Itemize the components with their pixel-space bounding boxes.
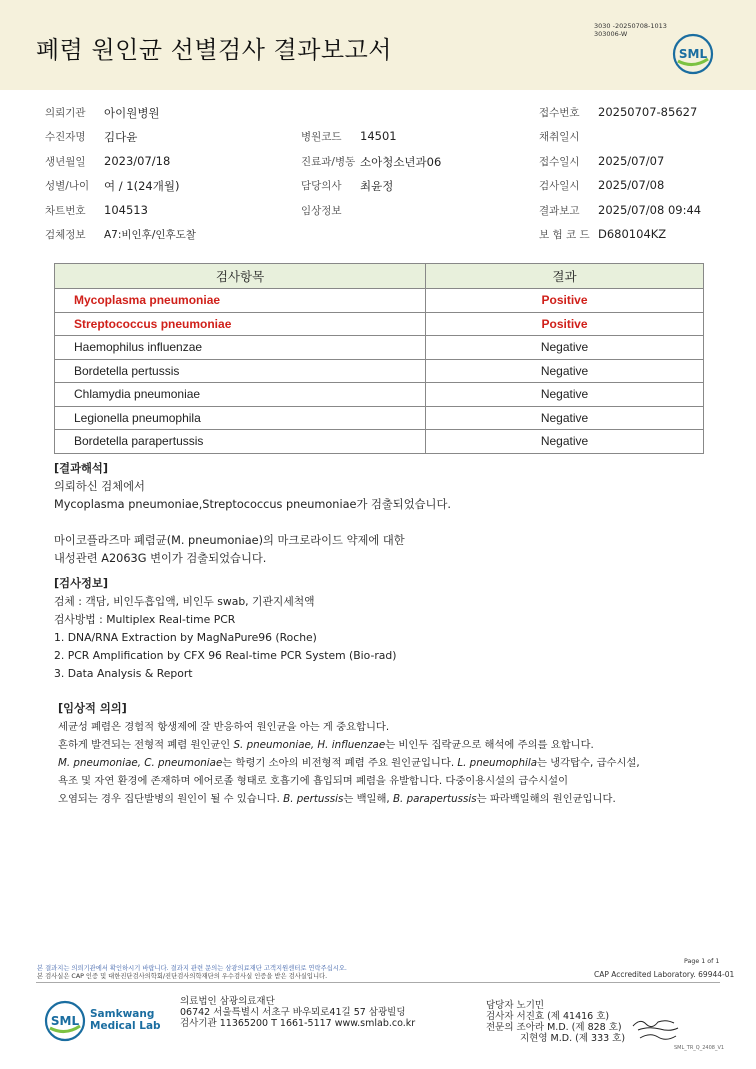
table-row	[55, 383, 704, 407]
report-date-label: 결과보고	[539, 205, 580, 217]
footer-accreditation-notice: 본 검사실은 CAP 인증 및 대한진단검사의학회/진단검사의학재단의 우수검사실 인증을 받은 검사실입니다.	[37, 973, 328, 980]
clinical-line: 욕조 및 자연 환경에 존재하며 에어로졸 형태로 호흡기에 흡입되며 폐렴을 유발합니다. 다중이용시설의 급수시설이	[58, 775, 569, 787]
info-row	[0, 129, 756, 153]
test-item: Chlamydia pneumoniae	[55, 383, 426, 407]
specimen-label: 검체정보	[45, 229, 86, 241]
test-item: Haemophilus influenzae	[55, 336, 426, 360]
test-result: Negative	[426, 406, 704, 430]
test-result: Positive	[426, 312, 704, 336]
page-number: Page 1 of 1	[684, 958, 720, 965]
info-row	[0, 178, 756, 202]
footer-divider	[36, 982, 720, 983]
sex-age-value: 여 / 1(24개월)	[104, 179, 180, 193]
test-info-line: 2. PCR Amplification by CFX 96 Real-time PCR System (Bio-rad)	[54, 649, 397, 662]
test-info-line: 검사방법 : Multiplex Real-time PCR	[54, 613, 236, 626]
signature-icon	[630, 1016, 682, 1044]
test-result: Negative	[426, 383, 704, 407]
results-header-row	[55, 264, 704, 289]
test-info-line: 검체 : 객담, 비인두흡입액, 비인두 swab, 기관지세척액	[54, 595, 315, 608]
patient-value: 김다윤	[104, 130, 138, 144]
table-row	[55, 430, 704, 454]
table-row	[55, 312, 704, 336]
clinical-line: M. pneumoniae, C. pneumoniae는 학령기 소아의 비전형적 폐렴 주요 원인균입니다. L. pneumophila는 냉각탑수, 급수시설,	[58, 757, 640, 769]
clinical-line: 흔하게 발견되는 전형적 폐렴 원인균인 S. pneumoniae, H. influenzae는 비인두 집락균으로 해석에 주의를 요합니다.	[58, 739, 594, 751]
org-contact: 검사기관 11365200 T 1661-5117 www.smlab.co.kr	[180, 1018, 416, 1029]
info-row	[0, 154, 756, 178]
test-info-section	[54, 575, 734, 683]
requester-label: 의뢰기관	[45, 107, 86, 119]
test-item: Streptococcus pneumoniae	[55, 312, 426, 336]
info-row	[0, 105, 756, 129]
clinical-line: 세균성 폐렴은 경험적 항생제에 잘 반응하여 원인균을 아는 게 중요합니다.	[58, 721, 390, 733]
info-row	[0, 203, 756, 227]
brand-name	[90, 1008, 161, 1032]
interpretation-line: Mycoplasma pneumoniae,Streptococcus pneumoniae가 검출되었습니다.	[54, 498, 451, 511]
document-id	[594, 22, 667, 38]
staff-specialist: 전문의 조아라 M.D. (제 828 호)	[486, 1022, 622, 1033]
test-info-heading: [검사정보]	[54, 577, 108, 590]
results-table	[54, 263, 704, 454]
cap-accreditation: CAP Accredited Laboratory. 69944-01	[594, 970, 735, 979]
test-item: Legionella pneumophila	[55, 406, 426, 430]
dept-value: 소아청소년과06	[360, 155, 442, 169]
test-item: Bordetella parapertussis	[55, 430, 426, 454]
interpretation-heading: [결과해석]	[54, 462, 108, 475]
sml-logo-icon	[672, 33, 714, 75]
staff-manager: 담당자 노기민	[486, 1000, 545, 1011]
clinical-info-label: 임상정보	[301, 205, 342, 217]
test-info-line: 3. Data Analysis & Report	[54, 667, 193, 680]
insurance-value: D680104KZ	[598, 227, 667, 241]
dept-label: 진료과/병동	[301, 156, 356, 168]
birth-value: 2023/07/18	[104, 154, 171, 168]
requester-value: 아이원병원	[104, 106, 160, 120]
column-header-result: 결과	[426, 264, 704, 289]
receipt-date-value: 2025/07/07	[598, 154, 665, 168]
test-item: Bordetella pertussis	[55, 359, 426, 383]
test-info-line: 1. DNA/RNA Extraction by MagNaPure96 (Roche)	[54, 631, 317, 644]
column-header-item: 검사항목	[55, 264, 426, 289]
form-version: SML_TR_Q_2408_V1	[674, 1045, 725, 1051]
specimen-value: A7:비인후/인후도찰	[104, 229, 196, 241]
receipt-no-value: 20250707-85627	[598, 105, 698, 119]
chart-no-label: 차트번호	[45, 205, 86, 217]
table-row	[55, 406, 704, 430]
insurance-label: 보 험 코 드	[539, 229, 590, 241]
receipt-date-label: 접수일시	[539, 156, 580, 168]
brand-line2: Medical Lab	[90, 1020, 161, 1032]
chart-no-value: 104513	[104, 203, 148, 217]
hospital-code-label: 병원코드	[301, 131, 342, 143]
test-date-value: 2025/07/08	[598, 178, 665, 192]
clinical-section	[58, 700, 738, 808]
interpretation-line: 마이코플라즈마 폐렴균(M. pneumoniae)의 마크로라이드 약제에 대한	[54, 534, 405, 547]
doctor-label: 담당의사	[301, 180, 342, 192]
receipt-no-label: 접수번호	[539, 107, 580, 119]
staff-info	[486, 1000, 625, 1044]
info-row	[0, 227, 756, 251]
interpretation-line: 내성관련 A2063G 변이가 검출되었습니다.	[54, 552, 267, 565]
clinical-line: 오염되는 경우 집단발병의 원인이 될 수 있습니다. B. pertussis는 백일해, B. parapertussis는 파라백일해의 원인균입니다.	[58, 793, 616, 805]
test-item: Mycoplasma pneumoniae	[55, 289, 426, 313]
sml-footer-logo-icon	[44, 1000, 86, 1042]
clinical-heading: [임상적 의의]	[58, 702, 127, 715]
brand-line1: Samkwang	[90, 1008, 155, 1020]
footer-notice: 본 결과지는 의뢰기관에서 확인하시기 바랍니다. 결과지 관련 문의는 삼광의료재단 고객지원센터로 연락주십시오.	[37, 965, 347, 972]
test-date-label: 검사일시	[539, 180, 580, 192]
test-result: Negative	[426, 359, 704, 383]
test-result: Positive	[426, 289, 704, 313]
table-row	[55, 289, 704, 313]
interpretation-section	[54, 460, 734, 568]
org-address: 06742 서울특별시 서초구 바우뫼로41길 57 삼광빌딩	[180, 1007, 406, 1018]
footer-logo-text: SML	[50, 1014, 80, 1028]
interpretation-line: 의뢰하신 검체에서	[54, 480, 145, 493]
document-id-line2: 303006-W	[594, 30, 628, 38]
org-name: 의료법인 삼광의료재단	[180, 996, 275, 1007]
report-date-value: 2025/07/08 09:44	[598, 203, 702, 217]
patient-label: 수진자명	[45, 131, 86, 143]
organization-info	[180, 996, 415, 1029]
collect-date-label: 채취일시	[539, 131, 580, 143]
table-row	[55, 359, 704, 383]
logo-text: SML	[678, 47, 708, 61]
report-title: 폐렴 원인균 선별검사 결과보고서	[36, 36, 392, 64]
staff-specialist-2: 지현영 M.D. (제 333 호)	[520, 1033, 626, 1044]
report-header	[0, 0, 756, 90]
staff-tester: 검사자 서진효 (제 41416 호)	[486, 1011, 610, 1022]
test-result: Negative	[426, 430, 704, 454]
birth-label: 생년월일	[45, 156, 86, 168]
sex-age-label: 성별/나이	[45, 180, 90, 192]
doctor-value: 최윤정	[360, 179, 394, 193]
hospital-code-value: 14501	[360, 129, 397, 143]
test-result: Negative	[426, 336, 704, 360]
document-id-line1: 3030 -20250708-1013	[594, 22, 667, 30]
table-row	[55, 336, 704, 360]
